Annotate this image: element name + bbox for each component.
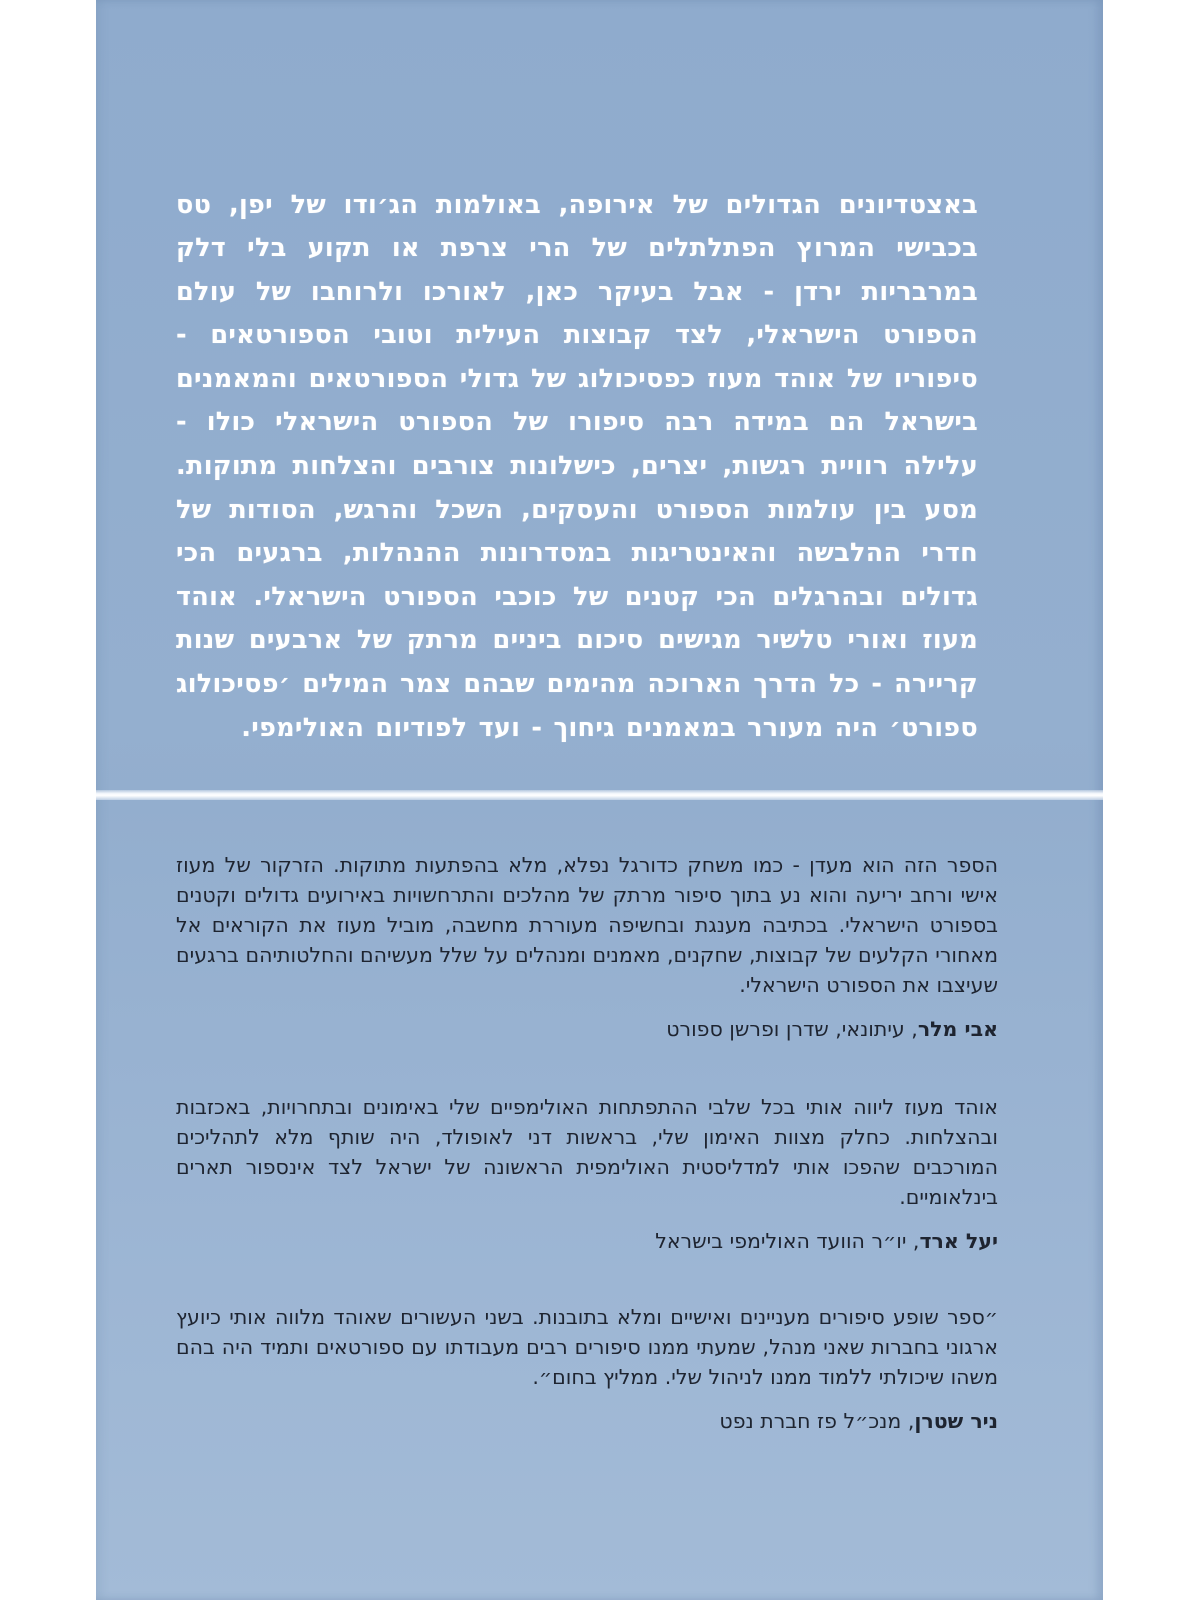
cover-divider <box>96 790 1103 800</box>
endorsement-name: יעל ארד <box>919 1229 998 1253</box>
endorsement-title: , עיתונאי, שדרן ופרשן ספורט <box>666 1017 918 1041</box>
endorsement-quote: הספר הזה הוא מעדן - כמו משחק כדורגל נפלא, מלא בהפתעות מתוקות. הזרקור של מעוז אישי ורחב יריעה והוא נע בתוך סיפור מרתק של מהלכים והתרחשויות באירועים גדולים וקטנים בספורט הישראלי. בכתיבה מענגת ובחשיפה מעוררת מחשבה, מוביל מעוז את הקוראים אל מאחורי הקלעים של קבוצות, שחקנים, מאמנים ומנהלים על שלל מעשיהם והחלטותיהם ברגעים שעיצבו את הספורט הישראלי. <box>176 853 998 997</box>
endorsement <box>176 1092 998 1256</box>
endorsement-name: ניר שטרן <box>914 1409 998 1433</box>
endorsement-attribution <box>176 1226 998 1256</box>
endorsement-quote: אוהד מעוז ליווה אותי בכל שלבי ההתפתחות האולימפיים שלי באימונים ובתחרויות, באכזבות ובהצלחות. כחלק מצוות האימון שלי, בראשות דני לאופולד, היה שותף מלא לתהליכים המורכבים שהפכו אותי למדליסטית האולימפית הראשונה של ישראל לצד אינספור תארים בינלאומיים. <box>176 1095 998 1209</box>
book-blurb: באצטדיונים הגדולים של אירופה, באולמות הג׳ודו של יפן, טס בכבישי המרוץ הפתלתלים של הרי צרפת או תקוע בלי דלק במרבריות ירדן - אבל בעיקר כאן, לאורכו ולרוחבו של עולם הספורט הישראלי, לצד קבוצות העילית וטובי הספורטאים - סיפוריו של אוהד מעוז כפסיכולוג של גדולי הספורטאים והמאמנים בישראל הם במידה רבה סיפורו של הספורט הישראלי כולו - עלילה רוויית רגשות, יצרים, כישלונות צורבים והצלחות מתוקות. מסע בין עולמות הספורט והעסקים, השכל והרגש, הסודות של חדרי ההלבשה והאינטריגות במסדרונות ההנהלות, ברגעים הכי גדולים ובהרגלים הכי קטנים של כוכבי הספורט הישראלי. אוהד מעוז ואורי טלשיר מגישים סיכום ביניים מרתק של ארבעים שנות קריירה - כל הדרך הארוכה מהימים שבהם צמר המילים ׳פסיכולוג ספורט׳ היה מעורר במאמנים גיחוך - ועד לפודיום האולימפי. <box>176 189 978 743</box>
endorsement-attribution <box>176 1014 998 1044</box>
endorsement-name: אבי מלר <box>917 1017 998 1041</box>
endorsement-attribution <box>176 1406 998 1436</box>
book-back-cover <box>96 0 1103 1600</box>
endorsement <box>176 850 998 1044</box>
endorsement <box>176 1302 998 1436</box>
endorsements-section <box>176 850 998 1482</box>
endorsement-title: , מנכ״ל פז חברת נפט <box>719 1409 915 1433</box>
endorsement-quote: ״ספר שופע סיפורים מעניינים ואישיים ומלא בתובנות. בשני העשורים שאוהד מלווה אותי כיועץ ארגוני בחברות שאני מנהל, שמעתי ממנו סיפורים רבים מעבודתו עם ספורטאים ותמיד היה בהם משהו שיכולתי ללמוד ממנו לניהול שלי. ממליץ בחום״. <box>176 1305 998 1389</box>
endorsement-title: , יו״ר הוועד האולימפי בישראל <box>655 1229 920 1253</box>
